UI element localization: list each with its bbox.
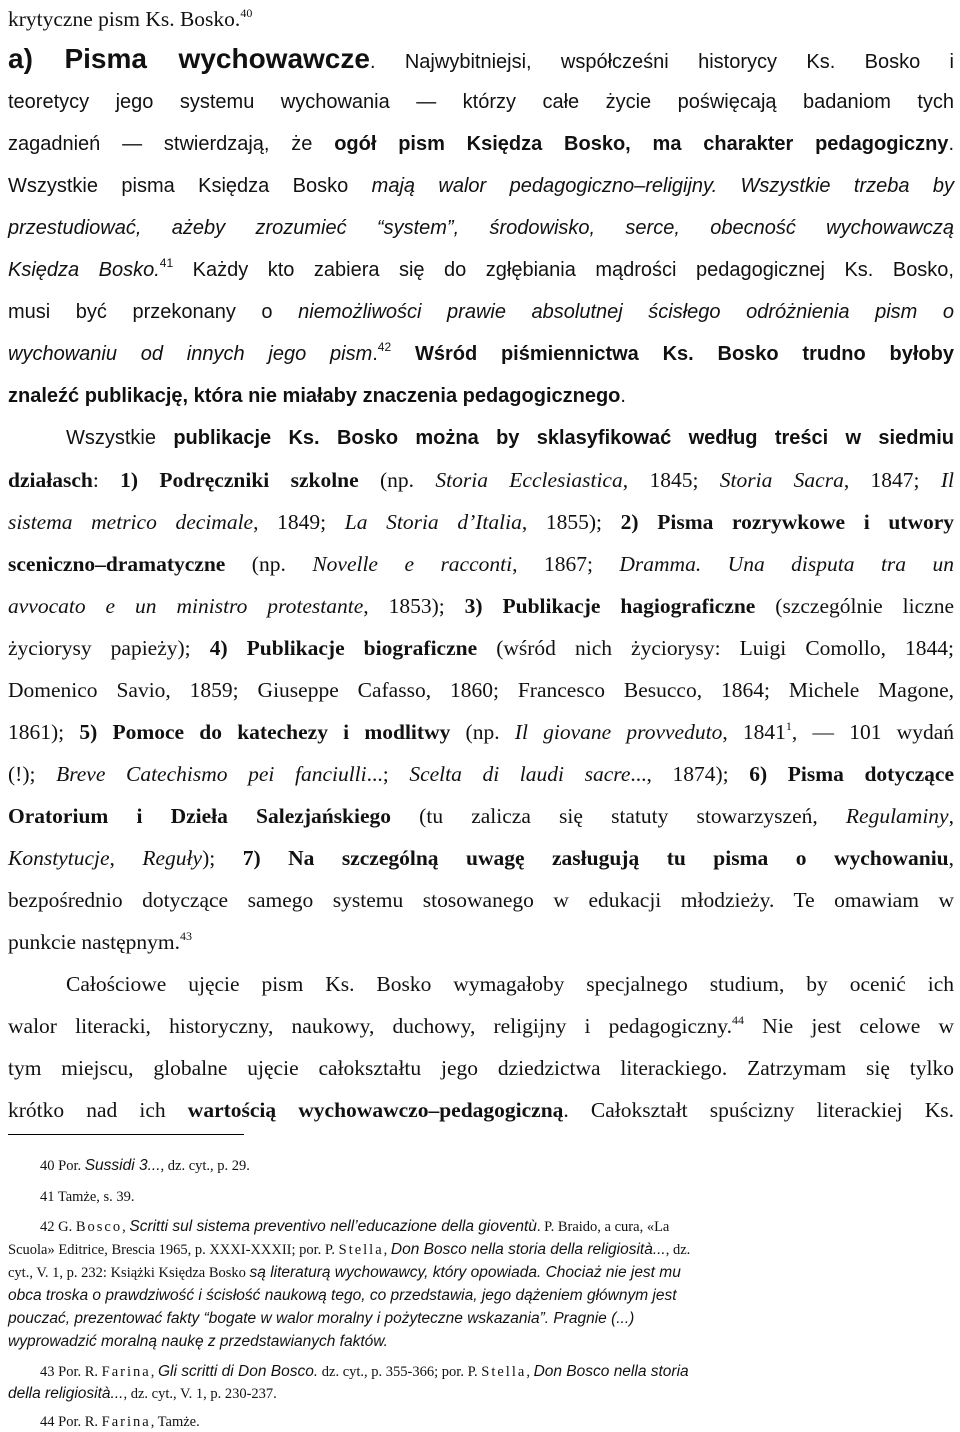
text-line: przestudiować, ażeby zrozumieć “system”, środowisko, serce, obecność wychowawczą <box>8 217 954 239</box>
bold-text: działasch <box>8 468 93 492</box>
text: : <box>92 468 121 492</box>
bold-text: sceniczno–dramatyczne <box>8 552 226 576</box>
text-line <box>8 173 954 199</box>
italic-text: wychowaniu od innych jego pism <box>8 343 373 365</box>
italic-text: La Storia d’Italia <box>344 510 522 534</box>
text: , dz. cyt., p. 29. <box>160 1158 250 1174</box>
italic-text: Regulaminy <box>845 804 949 828</box>
text: . Całokształt spuścizny literackiej Ks. <box>563 1098 954 1122</box>
footnote-42-line <box>8 1241 954 1259</box>
text: , 1841 <box>722 720 786 744</box>
footnote-42-line <box>8 1287 954 1305</box>
text: (np. <box>225 552 313 576</box>
text: 44 Por. R. <box>40 1414 102 1430</box>
bold-text: Oratorium i Dzieła Salezjańskiego <box>8 804 392 828</box>
footnote-42-line <box>40 1218 954 1236</box>
text: , dz. <box>665 1242 691 1258</box>
italic-text: niemożliwości prawie absolutnej ścisłego odróżnienia pism o <box>298 301 954 323</box>
text-line <box>8 509 954 535</box>
text: musi być przekonany o <box>8 301 299 323</box>
italic-text: Scelta di laudi sacre <box>409 762 631 786</box>
text: dz. cyt., p. 355-366; por. P. <box>318 1364 482 1380</box>
text: ); <box>202 846 243 870</box>
footnote-41: 41 Tamże, s. 39. <box>40 1189 135 1205</box>
italic-text: della religiosità... <box>8 1385 124 1402</box>
footnote-43-line <box>8 1385 954 1403</box>
text-line: bezpośrednio dotyczące samego systemu stosowanego w edukacji młodzieży. Te omawiam w <box>8 888 954 912</box>
text: Wszystkie pisma Księdza Bosko <box>8 175 372 197</box>
text-line: tym miejscu, globalne ujęcie całokształtu jego dziedzictwa literackiego. Zatrzymam się tylko <box>8 1056 954 1080</box>
italic-text: Księdza Bosko. <box>8 259 160 281</box>
italic-text: ù <box>528 1218 537 1235</box>
text-line <box>8 551 954 577</box>
text: (!); <box>8 762 57 786</box>
text: krótko nad ich <box>8 1098 188 1122</box>
italic-text: Novelle e racconti <box>312 552 513 576</box>
text: , 1845; <box>622 468 720 492</box>
text-line <box>8 299 954 325</box>
bold-text: 2) Pisma rozrywkowe i utwory <box>620 510 955 534</box>
text-line <box>8 257 954 283</box>
text: , dz. cyt., V. 1, p. 230-237. <box>123 1386 277 1402</box>
text: 1861); <box>8 720 80 744</box>
text: . <box>372 343 378 365</box>
bold-text: 6) Pisma dotyczące <box>749 762 954 786</box>
text-line <box>8 845 954 871</box>
text: Wszystkie <box>66 427 174 449</box>
bold-text: wartością wychowawczo–pedagogiczną <box>187 1098 564 1122</box>
superscript: 1 <box>785 719 792 733</box>
text-line <box>8 1013 954 1039</box>
bold-text: 4) Publikacje biograficzne <box>209 636 478 660</box>
footnote-43-line <box>40 1363 954 1381</box>
text-line <box>8 803 954 829</box>
text: , <box>150 1364 158 1380</box>
footnote-ref: 44 <box>732 1013 745 1027</box>
italic-text: obca troska o prawdziwość i ścisłość naukową tego, co przedstawia, jego dążeniem głównym jest <box>8 1287 677 1304</box>
italic-text: Reguły <box>142 846 203 870</box>
footnote-44 <box>40 1413 954 1431</box>
text: walor literacki, historyczny, naukowy, duchowy, religijny i pedagogiczny. <box>8 1014 733 1038</box>
text: , <box>948 804 954 828</box>
text: zagadnień — stwierdzają, że <box>8 133 335 155</box>
text: 42 G. <box>40 1219 76 1235</box>
section-heading-line <box>8 43 954 75</box>
italic-text: mają walor pedagogiczno–religijny. Wszystkie trzeba by <box>371 175 954 197</box>
text-line: teoretycy jego systemu wychowania — którzy całe życie poświęcają badaniom tych <box>8 91 954 113</box>
italic-text: Scritti sul sistema preventivo nell’educazione della giovent <box>129 1218 529 1235</box>
text: Scuola» Editrice, Brescia 1965, p. XXXI-XXXII; por. P. <box>8 1242 339 1258</box>
footnote-42-line <box>8 1310 954 1328</box>
text: , — 101 wydań <box>791 720 954 744</box>
text: . Najwybitniejsi, współcześni historycy Ks. Bosko i <box>369 51 954 73</box>
italic-text: Il giovane provveduto <box>514 720 723 744</box>
text-line: Całościowe ujęcie pism Ks. Bosko wymagałoby specjalnego studium, by ocenić ich <box>66 972 954 996</box>
text: ..., 1874); <box>630 762 750 786</box>
text: ...; <box>366 762 410 786</box>
text: (szczególnie liczne <box>755 594 954 618</box>
spaced-text: Farina <box>101 1364 151 1380</box>
footnote-ref: 43 <box>179 929 192 943</box>
text: , 1867; <box>512 552 620 576</box>
italic-text: sistema metrico decimale <box>8 510 254 534</box>
text: (wśród nich życiorysy: Luigi Comollo, 1844; <box>477 636 954 660</box>
text-line <box>8 719 954 745</box>
text: krytyczne pism Ks. Bosko. <box>8 7 241 31</box>
bold-text: 1) Podręczniki szkolne <box>120 468 359 492</box>
bold-text: ogół pism Księdza Bosko, ma charakter pedagogiczny <box>334 133 949 155</box>
text-line <box>8 593 954 619</box>
text: , <box>526 1364 534 1380</box>
italic-text: pouczać, prezentować fakty “bogate w walor moralny i pożyteczne wskazania”. Pragnie (...) <box>8 1310 635 1327</box>
section-heading: a) Pisma wychowawcze <box>8 43 370 74</box>
text: cyt., V. 1, p. 232: Książki Księdza Bosko <box>8 1265 250 1281</box>
text: , 1855); <box>521 510 621 534</box>
italic-text: Dramma. Una disputa tra un <box>619 552 954 576</box>
spaced-text: Stella <box>481 1364 527 1380</box>
text: , 1853); <box>363 594 465 618</box>
text-line <box>8 6 954 32</box>
text-line <box>8 383 954 409</box>
text: . <box>948 133 954 155</box>
text: Por. <box>58 1158 85 1174</box>
text: (np. <box>358 468 436 492</box>
text: życiorysy papieży); <box>8 636 210 660</box>
text: Nie jest celowe w <box>744 1014 954 1038</box>
text: , Tamże. <box>150 1414 200 1430</box>
text-line <box>8 761 954 787</box>
italic-text: Storia Ecclesiastica <box>435 468 623 492</box>
text-line <box>8 341 954 367</box>
italic-text: Don Bosco nella storia <box>533 1363 689 1380</box>
text-line <box>66 425 954 451</box>
text: , 1847; <box>843 468 941 492</box>
bold-text: 5) Pomoce do katechezy i modlitwy <box>79 720 451 744</box>
bold-text: 3) Publikacje hagiograficzne <box>464 594 756 618</box>
text: , 1849; <box>253 510 345 534</box>
italic-text: Gli scritti di Don Bosco. <box>157 1363 319 1380</box>
footnote-ref: 42 <box>377 340 392 354</box>
italic-text: są literaturą wychowawcy, który opowiada. Chociaż nie jest mu <box>249 1264 681 1281</box>
italic-text: Konstytucje <box>8 846 110 870</box>
italic-text: Sussidi 3... <box>84 1157 161 1174</box>
text-line <box>8 635 954 661</box>
footnote-42-line <box>8 1333 954 1351</box>
spaced-text: Bosco <box>75 1219 123 1235</box>
text: punkcie następnym. <box>8 930 180 954</box>
text: , <box>948 846 955 870</box>
footnote-ref: 40 <box>240 6 253 20</box>
text-line <box>8 131 954 157</box>
italic-text: avvocato e un ministro protestante <box>8 594 364 618</box>
footnote-ref: 41 <box>159 256 174 270</box>
text: Każdy kto zabiera się do zgłębiania mądrości pedagogicznej Ks. Bosko, <box>173 259 954 281</box>
text: (np. <box>450 720 515 744</box>
bold-text: Wśród piśmiennictwa Ks. Bosko trudno byłoby <box>391 343 954 365</box>
text-line: Domenico Savio, 1859; Giuseppe Cafasso, 1860; Francesco Besucco, 1864; Michele Magone, <box>8 678 954 702</box>
italic-text: Don Bosco nella storia della religiosità... <box>390 1241 666 1258</box>
footnote-42-line <box>8 1264 954 1282</box>
text: 40 <box>40 1158 59 1174</box>
footnote-40 <box>40 1157 954 1175</box>
text-line <box>8 1097 954 1123</box>
bold-text: publikacje Ks. Bosko można by sklasyfikować według treści w siedmiu <box>173 427 955 449</box>
italic-text: Storia Sacra <box>719 468 844 492</box>
italic-text: Breve Catechismo pei fanciulli <box>56 762 367 786</box>
bold-text: znaleźć publikację, która nie miałaby znaczenia pedagogicznego <box>8 385 621 407</box>
text: . <box>620 385 626 407</box>
text: . P. Braido, a cura, «La <box>536 1219 670 1235</box>
text: 43 Por. R. <box>40 1364 102 1380</box>
text: , <box>122 1219 130 1235</box>
spaced-text: Farina <box>101 1414 151 1430</box>
italic-text: Il <box>940 468 954 492</box>
italic-text: wyprowadzić moralną naukę z przedstawianych faktów. <box>8 1333 388 1350</box>
text-line <box>8 929 954 955</box>
text: , <box>383 1242 391 1258</box>
bold-text: 7) Na szczególną uwagę zasługują tu pisma o wychowaniu <box>242 846 949 870</box>
footnote-separator <box>8 1134 244 1135</box>
spaced-text: Stella <box>338 1242 384 1258</box>
text: , <box>109 846 143 870</box>
text: (tu zalicza się statuty stowarzyszeń, <box>391 804 846 828</box>
text-line <box>8 467 954 493</box>
